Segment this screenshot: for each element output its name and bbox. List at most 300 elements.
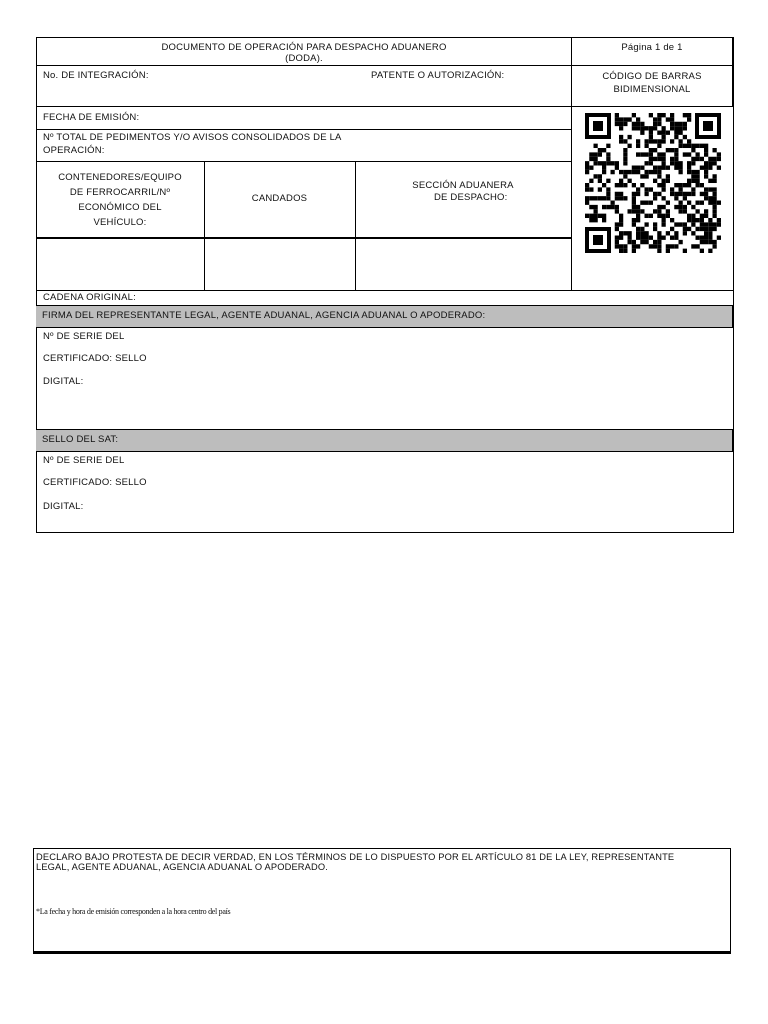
qr-module: [645, 240, 649, 244]
qr-module: [704, 161, 708, 165]
qr-module: [691, 222, 695, 226]
qr-module: [619, 218, 623, 222]
qr-module: [657, 249, 661, 253]
qr-module: [657, 144, 661, 148]
divider-header: [36, 65, 734, 66]
qr-module: [623, 161, 627, 165]
qr-module: [645, 126, 649, 130]
qr-module: [598, 214, 602, 218]
qr-module: [704, 222, 708, 226]
qr-module: [670, 187, 674, 191]
qr-module: [649, 131, 653, 135]
qr-module: [700, 183, 704, 187]
divider-table-header: [36, 237, 572, 239]
col-contenedores-line2: DE FERROCARRIL/Nº: [69, 187, 171, 198]
qr-module: [636, 231, 640, 235]
qr-module: [636, 244, 640, 248]
qr-module: [640, 236, 644, 240]
qr-module: [606, 179, 610, 183]
qr-module: [670, 192, 674, 196]
qr-module: [717, 222, 721, 226]
qr-module: [666, 244, 670, 248]
qr-module: [653, 209, 657, 213]
qr-module: [602, 148, 606, 152]
qr-module: [632, 205, 636, 209]
qr-module: [645, 170, 649, 174]
qr-module: [632, 196, 636, 200]
qr-module: [683, 113, 687, 117]
qr-module: [594, 218, 598, 222]
qr-module: [713, 214, 717, 218]
qr-module: [713, 244, 717, 248]
representante-serie-line1: Nº DE SERIE DEL: [43, 331, 125, 342]
qr-module: [645, 214, 649, 218]
qr-module: [628, 117, 632, 121]
qr-module: [704, 214, 708, 218]
qr-module: [657, 174, 661, 178]
qr-module: [657, 236, 661, 240]
qr-module: [662, 139, 666, 143]
qr-module: [674, 126, 678, 130]
qr-module: [619, 126, 623, 130]
qr-module: [717, 157, 721, 161]
qr-module: [687, 166, 691, 170]
qr-module: [640, 183, 644, 187]
qr-module: [623, 139, 627, 143]
qr-module: [704, 196, 708, 200]
qr-module: [619, 244, 623, 248]
qr-module: [598, 196, 602, 200]
qr-module: [666, 117, 670, 121]
qr-module: [691, 148, 695, 152]
qr-module: [636, 236, 640, 240]
declaration-line2: LEGAL, AGENTE ADUANAL, AGENCIA ADUANAL O APODERADO.: [36, 862, 328, 872]
qr-module: [704, 209, 708, 213]
qr-module: [632, 122, 636, 126]
qr-module: [623, 122, 627, 126]
form-title-line1: DOCUMENTO DE OPERACIÓN PARA DESPACHO ADUANERO: [161, 42, 447, 53]
qr-module: [615, 205, 619, 209]
qr-module: [704, 174, 708, 178]
qr-module: [662, 135, 666, 139]
qr-module: [589, 157, 593, 161]
qr-module: [636, 126, 640, 130]
qr-module: [662, 126, 666, 130]
qr-module: [640, 227, 644, 231]
qr-module: [632, 209, 636, 213]
qr-module: [708, 201, 712, 205]
qr-module: [666, 148, 670, 152]
qr-module: [653, 227, 657, 231]
qr-module: [666, 201, 670, 205]
qr-module: [636, 117, 640, 121]
qr-module: [619, 231, 623, 235]
qr-module: [619, 135, 623, 139]
qr-module: [594, 157, 598, 161]
qr-module: [662, 196, 666, 200]
qr-module: [619, 196, 623, 200]
qr-module: [632, 218, 636, 222]
qr-module: [708, 249, 712, 253]
qr-module: [662, 187, 666, 191]
qr-module: [611, 201, 615, 205]
qr-module: [589, 218, 593, 222]
qr-module: [708, 187, 712, 191]
qr-module: [691, 144, 695, 148]
qr-module: [662, 214, 666, 218]
qr-module: [606, 205, 610, 209]
qr-module: [640, 131, 644, 135]
qr-module: [704, 152, 708, 156]
qr-module: [708, 236, 712, 240]
qr-module: [696, 174, 700, 178]
qr-module: [679, 166, 683, 170]
qr-module: [679, 144, 683, 148]
qr-module: [662, 218, 666, 222]
col-candados-header: CANDADOS: [251, 193, 308, 204]
qr-module: [662, 166, 666, 170]
qr-module: [657, 117, 661, 121]
qr-module: [653, 222, 657, 226]
qr-module: [713, 196, 717, 200]
qr-module: [674, 148, 678, 152]
qr-module: [594, 209, 598, 213]
qr-module: [632, 201, 636, 205]
qr-module: [704, 231, 708, 235]
qr-module: [640, 240, 644, 244]
qr-module: [640, 122, 644, 126]
doda-form: [36, 37, 734, 533]
cadena-original-label: CADENA ORIGINAL:: [43, 292, 136, 303]
qr-module: [691, 231, 695, 235]
qr-module: [704, 144, 708, 148]
qr-module: [657, 183, 661, 187]
qr-module: [708, 218, 712, 222]
qr-module: [636, 214, 640, 218]
qr-module: [713, 179, 717, 183]
qr-module: [649, 187, 653, 191]
qr-module: [636, 227, 640, 231]
qr-module: [615, 113, 619, 117]
qr-module: [674, 183, 678, 187]
qr-module: [585, 201, 589, 205]
qr-module: [602, 218, 606, 222]
qr-module: [623, 249, 627, 253]
qr-module: [683, 227, 687, 231]
qr-module: [632, 222, 636, 226]
qr-module: [657, 113, 661, 117]
qr-module: [713, 157, 717, 161]
qr-module: [653, 240, 657, 244]
qr-module: [683, 209, 687, 213]
qr-module: [657, 170, 661, 174]
qr-module: [649, 161, 653, 165]
qr-module: [666, 231, 670, 235]
qr-module: [619, 214, 623, 218]
qr-module: [713, 187, 717, 191]
qr-module: [674, 157, 678, 161]
qr-module: [708, 231, 712, 235]
qr-module: [628, 170, 632, 174]
qr-module: [594, 152, 598, 156]
qr-module: [653, 166, 657, 170]
qr-module: [691, 187, 695, 191]
qr-module: [619, 192, 623, 196]
qr-module: [585, 183, 589, 187]
qr-module: [632, 244, 636, 248]
qr-module: [696, 218, 700, 222]
qr-module: [700, 214, 704, 218]
qr-module: [657, 240, 661, 244]
qr-module: [700, 166, 704, 170]
qr-module: [598, 179, 602, 183]
qr-module: [670, 113, 674, 117]
qr-module: [602, 161, 606, 165]
qr-module: [594, 205, 598, 209]
qr-module: [662, 183, 666, 187]
qr-module: [687, 113, 691, 117]
qr-module: [683, 152, 687, 156]
qr-module: [687, 179, 691, 183]
qr-module: [615, 166, 619, 170]
qr-module: [619, 236, 623, 240]
declaration-box: [33, 848, 731, 954]
qr-module: [662, 157, 666, 161]
qr-module: [645, 222, 649, 226]
qr-module: [666, 249, 670, 253]
qr-module: [657, 205, 661, 209]
col-contenedores-line3: ECONÓMICO DEL: [78, 202, 162, 213]
qr-module: [674, 161, 678, 165]
qr-module: [645, 174, 649, 178]
qr-module: [657, 209, 661, 213]
qr-module: [585, 161, 589, 165]
qr-module: [636, 192, 640, 196]
qr-module: [619, 117, 623, 121]
qr-module: [615, 244, 619, 248]
qr-module: [704, 170, 708, 174]
qr-module: [653, 170, 657, 174]
qr-module: [666, 214, 670, 218]
qr-module: [653, 122, 657, 126]
qr-module: [713, 240, 717, 244]
qr-module: [708, 227, 712, 231]
qr-module: [674, 131, 678, 135]
representante-band: [36, 305, 734, 328]
qr-module: [713, 201, 717, 205]
qr-module: [713, 148, 717, 152]
qr-module: [636, 170, 640, 174]
qr-module: [674, 135, 678, 139]
qr-module: [657, 152, 661, 156]
qr-module: [623, 170, 627, 174]
qr-module: [696, 183, 700, 187]
qr-module: [691, 205, 695, 209]
qr-module: [628, 179, 632, 183]
qr-module: [602, 214, 606, 218]
qr-module: [679, 139, 683, 143]
qr-module: [683, 196, 687, 200]
qr-module: [679, 222, 683, 226]
qr-module: [657, 122, 661, 126]
qr-module: [666, 166, 670, 170]
qr-module: [649, 236, 653, 240]
qr-module: [691, 157, 695, 161]
qr-module: [666, 209, 670, 213]
qr-module: [602, 170, 606, 174]
qr-module: [687, 117, 691, 121]
qr-module: [585, 170, 589, 174]
qr-module: [683, 231, 687, 235]
qr-module: [589, 214, 593, 218]
qr-module: [670, 244, 674, 248]
qr-module: [611, 161, 615, 165]
qr-module: [640, 201, 644, 205]
qr-module: [679, 126, 683, 130]
representante-band-label: FIRMA DEL REPRESENTANTE LEGAL, AGENTE ADUANAL, AGENCIA ADUANAL O APODERADO:: [42, 310, 486, 321]
qr-module: [632, 113, 636, 117]
qr-module: [649, 157, 653, 161]
qr-module: [679, 161, 683, 165]
qr-module: [670, 227, 674, 231]
qr-module: [628, 135, 632, 139]
qr-module: [696, 170, 700, 174]
qr-module: [657, 214, 661, 218]
qr-module: [674, 205, 678, 209]
total-pedimentos-line2: OPERACIÓN:: [43, 145, 105, 156]
qr-module: [649, 214, 653, 218]
qr-module: [674, 192, 678, 196]
qr-module: [636, 209, 640, 213]
qr-module: [696, 227, 700, 231]
qr-module: [662, 113, 666, 117]
qr-module: [585, 196, 589, 200]
qr-module: [717, 218, 721, 222]
qr-module: [687, 218, 691, 222]
qr-module: [700, 144, 704, 148]
qr-module: [691, 179, 695, 183]
qr-module: [670, 157, 674, 161]
qr-module: [713, 222, 717, 226]
qr-module: [645, 236, 649, 240]
qr-module: [649, 201, 653, 205]
qr-module: [589, 152, 593, 156]
qr-module: [713, 174, 717, 178]
col-contenedores-header: [36, 170, 204, 230]
qr-module: [687, 201, 691, 205]
barcode-label-divider: [571, 106, 734, 107]
qr-module: [636, 218, 640, 222]
qr-module: [717, 166, 721, 170]
qr-module: [670, 148, 674, 152]
qr-module: [691, 161, 695, 165]
qr-module: [649, 113, 653, 117]
qr-module: [700, 227, 704, 231]
qr-module: [696, 244, 700, 248]
emission-time-note: *La fecha y hora de emisión corresponden a la hora centro del país: [36, 907, 231, 916]
qr-module: [623, 196, 627, 200]
qr-module: [657, 192, 661, 196]
qr-module: [687, 227, 691, 231]
qr-module: [696, 201, 700, 205]
qr-module: [666, 131, 670, 135]
divider-table-bottom: [36, 290, 734, 291]
qr-module: [674, 236, 678, 240]
qr-module: [687, 214, 691, 218]
qr-module: [662, 161, 666, 165]
representante-serie-line3: DIGITAL:: [43, 376, 84, 387]
divider-fecha: [36, 129, 572, 130]
qr-module: [683, 249, 687, 253]
qr-module: [683, 205, 687, 209]
qr-module: [704, 148, 708, 152]
qr-module: [619, 249, 623, 253]
col-seccion-header-line2: DE DESPACHO:: [434, 192, 508, 203]
qr-module: [662, 205, 666, 209]
qr-module: [645, 187, 649, 191]
total-pedimentos-line1: Nº TOTAL DE PEDIMENTOS Y/O AVISOS CONSOLIDADOS DE LA: [43, 132, 342, 143]
qr-module: [662, 236, 666, 240]
divider-pedimentos: [36, 161, 572, 162]
qr-module: [704, 187, 708, 191]
qr-module: [649, 135, 653, 139]
qr-module: [632, 192, 636, 196]
qr-module: [589, 179, 593, 183]
qr-module: [700, 192, 704, 196]
qr-module: [594, 144, 598, 148]
qr-module: [623, 152, 627, 156]
qr-module: [683, 126, 687, 130]
qr-module: [619, 179, 623, 183]
qr-module: [687, 170, 691, 174]
qr-module: [696, 144, 700, 148]
qr-module: [623, 183, 627, 187]
qr-module: [632, 166, 636, 170]
qr-module: [615, 196, 619, 200]
qr-module: [632, 249, 636, 253]
qr-module: [674, 166, 678, 170]
qr-module: [628, 144, 632, 148]
qr-module: [615, 227, 619, 231]
qr-module: [713, 209, 717, 213]
qr-module: [615, 240, 619, 244]
qr-module: [670, 218, 674, 222]
qr-module: [691, 218, 695, 222]
qr-module: [657, 139, 661, 143]
qr-module: [623, 244, 627, 248]
qr-module: [670, 122, 674, 126]
qr-module: [585, 187, 589, 191]
qr-module: [602, 196, 606, 200]
qr-module: [708, 166, 712, 170]
sat-serie-line1: Nº DE SERIE DEL: [43, 455, 125, 466]
qr-module: [619, 222, 623, 226]
qr-module: [594, 196, 598, 200]
qr-module: [713, 227, 717, 231]
qr-module: [704, 227, 708, 231]
qr-module: [615, 192, 619, 196]
qr-module: [594, 214, 598, 218]
qr-module: [713, 192, 717, 196]
qr-module: [619, 170, 623, 174]
qr-module: [696, 179, 700, 183]
qr-module: [589, 187, 593, 191]
qr-module: [679, 170, 683, 174]
qr-module: [606, 187, 610, 191]
qr-module: [691, 214, 695, 218]
qr-module: [598, 161, 602, 165]
qr-module: [704, 236, 708, 240]
